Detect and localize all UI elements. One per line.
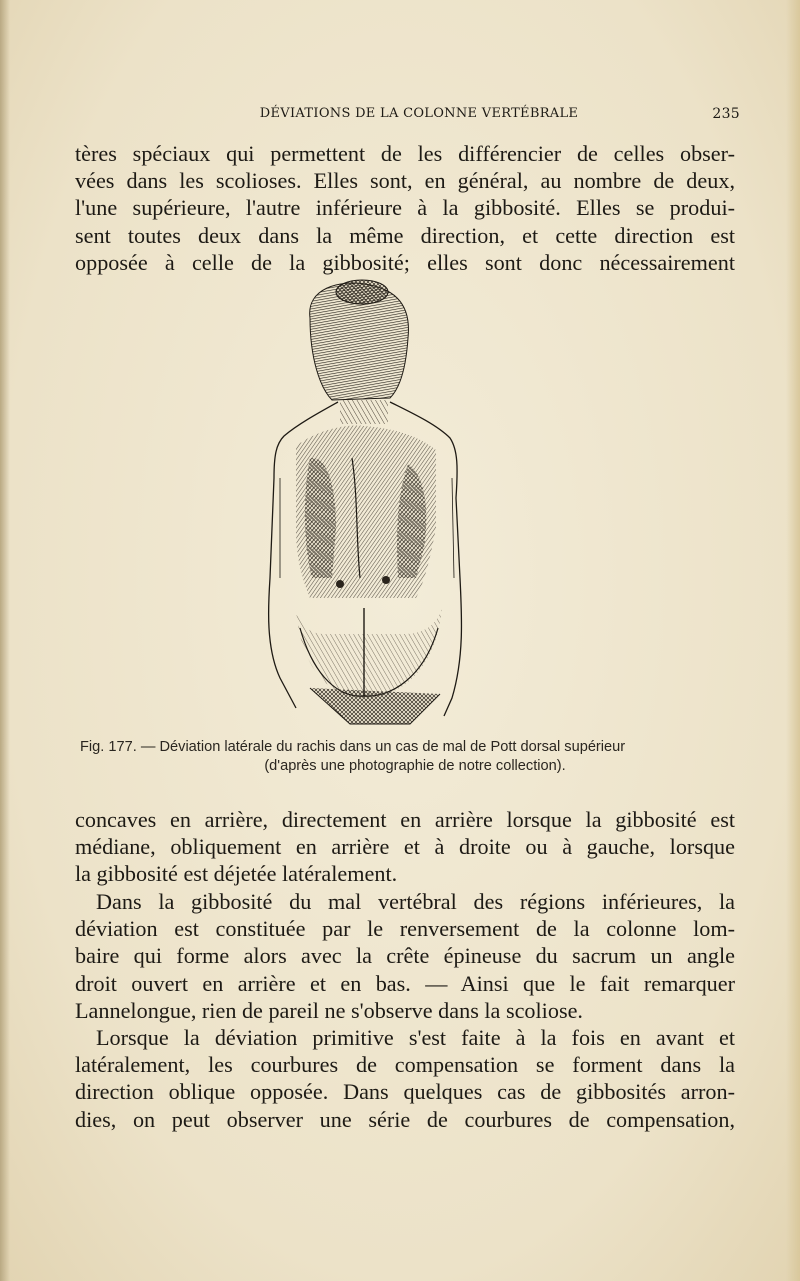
- text-line: la gibbosité est déjetée latéralement.: [75, 861, 398, 887]
- page-number: 235: [712, 106, 740, 122]
- paragraph-1: [75, 140, 735, 276]
- text-line: Lorsque la déviation primitive s'est faite à la fois en avant et: [96, 1025, 735, 1050]
- figure-caption: [80, 738, 740, 776]
- text-line: latéralement, les courbures de compensation se forment dans la: [75, 1052, 735, 1078]
- running-head-title: DÉVIATIONS DE LA COLONNE VERTÉBRALE: [259, 106, 579, 121]
- paragraph-4: [75, 1024, 735, 1133]
- paragraph-3: [75, 888, 735, 1024]
- text-line: Dans la gibbosité du mal vertébral des régions inférieures, la: [96, 889, 735, 914]
- text-line: sent toutes deux dans la même direction, et cette direction est: [75, 222, 735, 248]
- figure-head: [310, 280, 409, 424]
- text-line: tères spéciaux qui permettent de les différencier de celles obser-: [75, 141, 735, 166]
- paragraph-2: [75, 806, 735, 888]
- caption-line-1: Fig. 177. — Déviation latérale du rachis dans un cas de mal de Pott dorsal supérieur: [80, 739, 626, 755]
- caption-line-2: (d'après une photographie de notre collection).: [264, 758, 566, 774]
- text-line: concaves en arrière, directement en arrière lorsque la gibbosité est: [75, 807, 735, 832]
- text-line: vées dans les scolioses. Elles sont, en général, au nombre de deux,: [75, 168, 735, 194]
- figure-177-illustration: [240, 278, 480, 734]
- figure-back-shading: [296, 426, 436, 598]
- text-line: dies, on peut observer une série de courbures de compensation,: [75, 1106, 735, 1132]
- figure-buttocks: [296, 608, 442, 724]
- text-line: Lannelongue, rien de pareil ne s'observe dans la scoliose.: [75, 997, 583, 1023]
- text-line: l'une supérieure, l'autre inférieure à la gibbosité. Elles se produi-: [75, 195, 735, 221]
- text-line: baire qui forme alors avec la crête épineuse du sacrum un angle: [75, 943, 735, 969]
- text-line: droit ouvert en arrière et en bas. — Ainsi que le fait remarquer: [75, 970, 735, 996]
- text-line: opposée à celle de la gibbosité; elles sont donc nécessairement: [75, 249, 735, 275]
- running-head: [98, 104, 740, 128]
- text-line: direction oblique opposée. Dans quelques cas de gibbosités arron-: [75, 1079, 735, 1105]
- text-line: déviation est constituée par le renversement de la colonne lom-: [75, 916, 735, 942]
- page-gutter-shadow: [0, 0, 10, 1281]
- page-edge-shading: [786, 0, 800, 1281]
- text-line: médiane, obliquement en arrière et à droite ou à gauche, lorsque: [75, 834, 735, 860]
